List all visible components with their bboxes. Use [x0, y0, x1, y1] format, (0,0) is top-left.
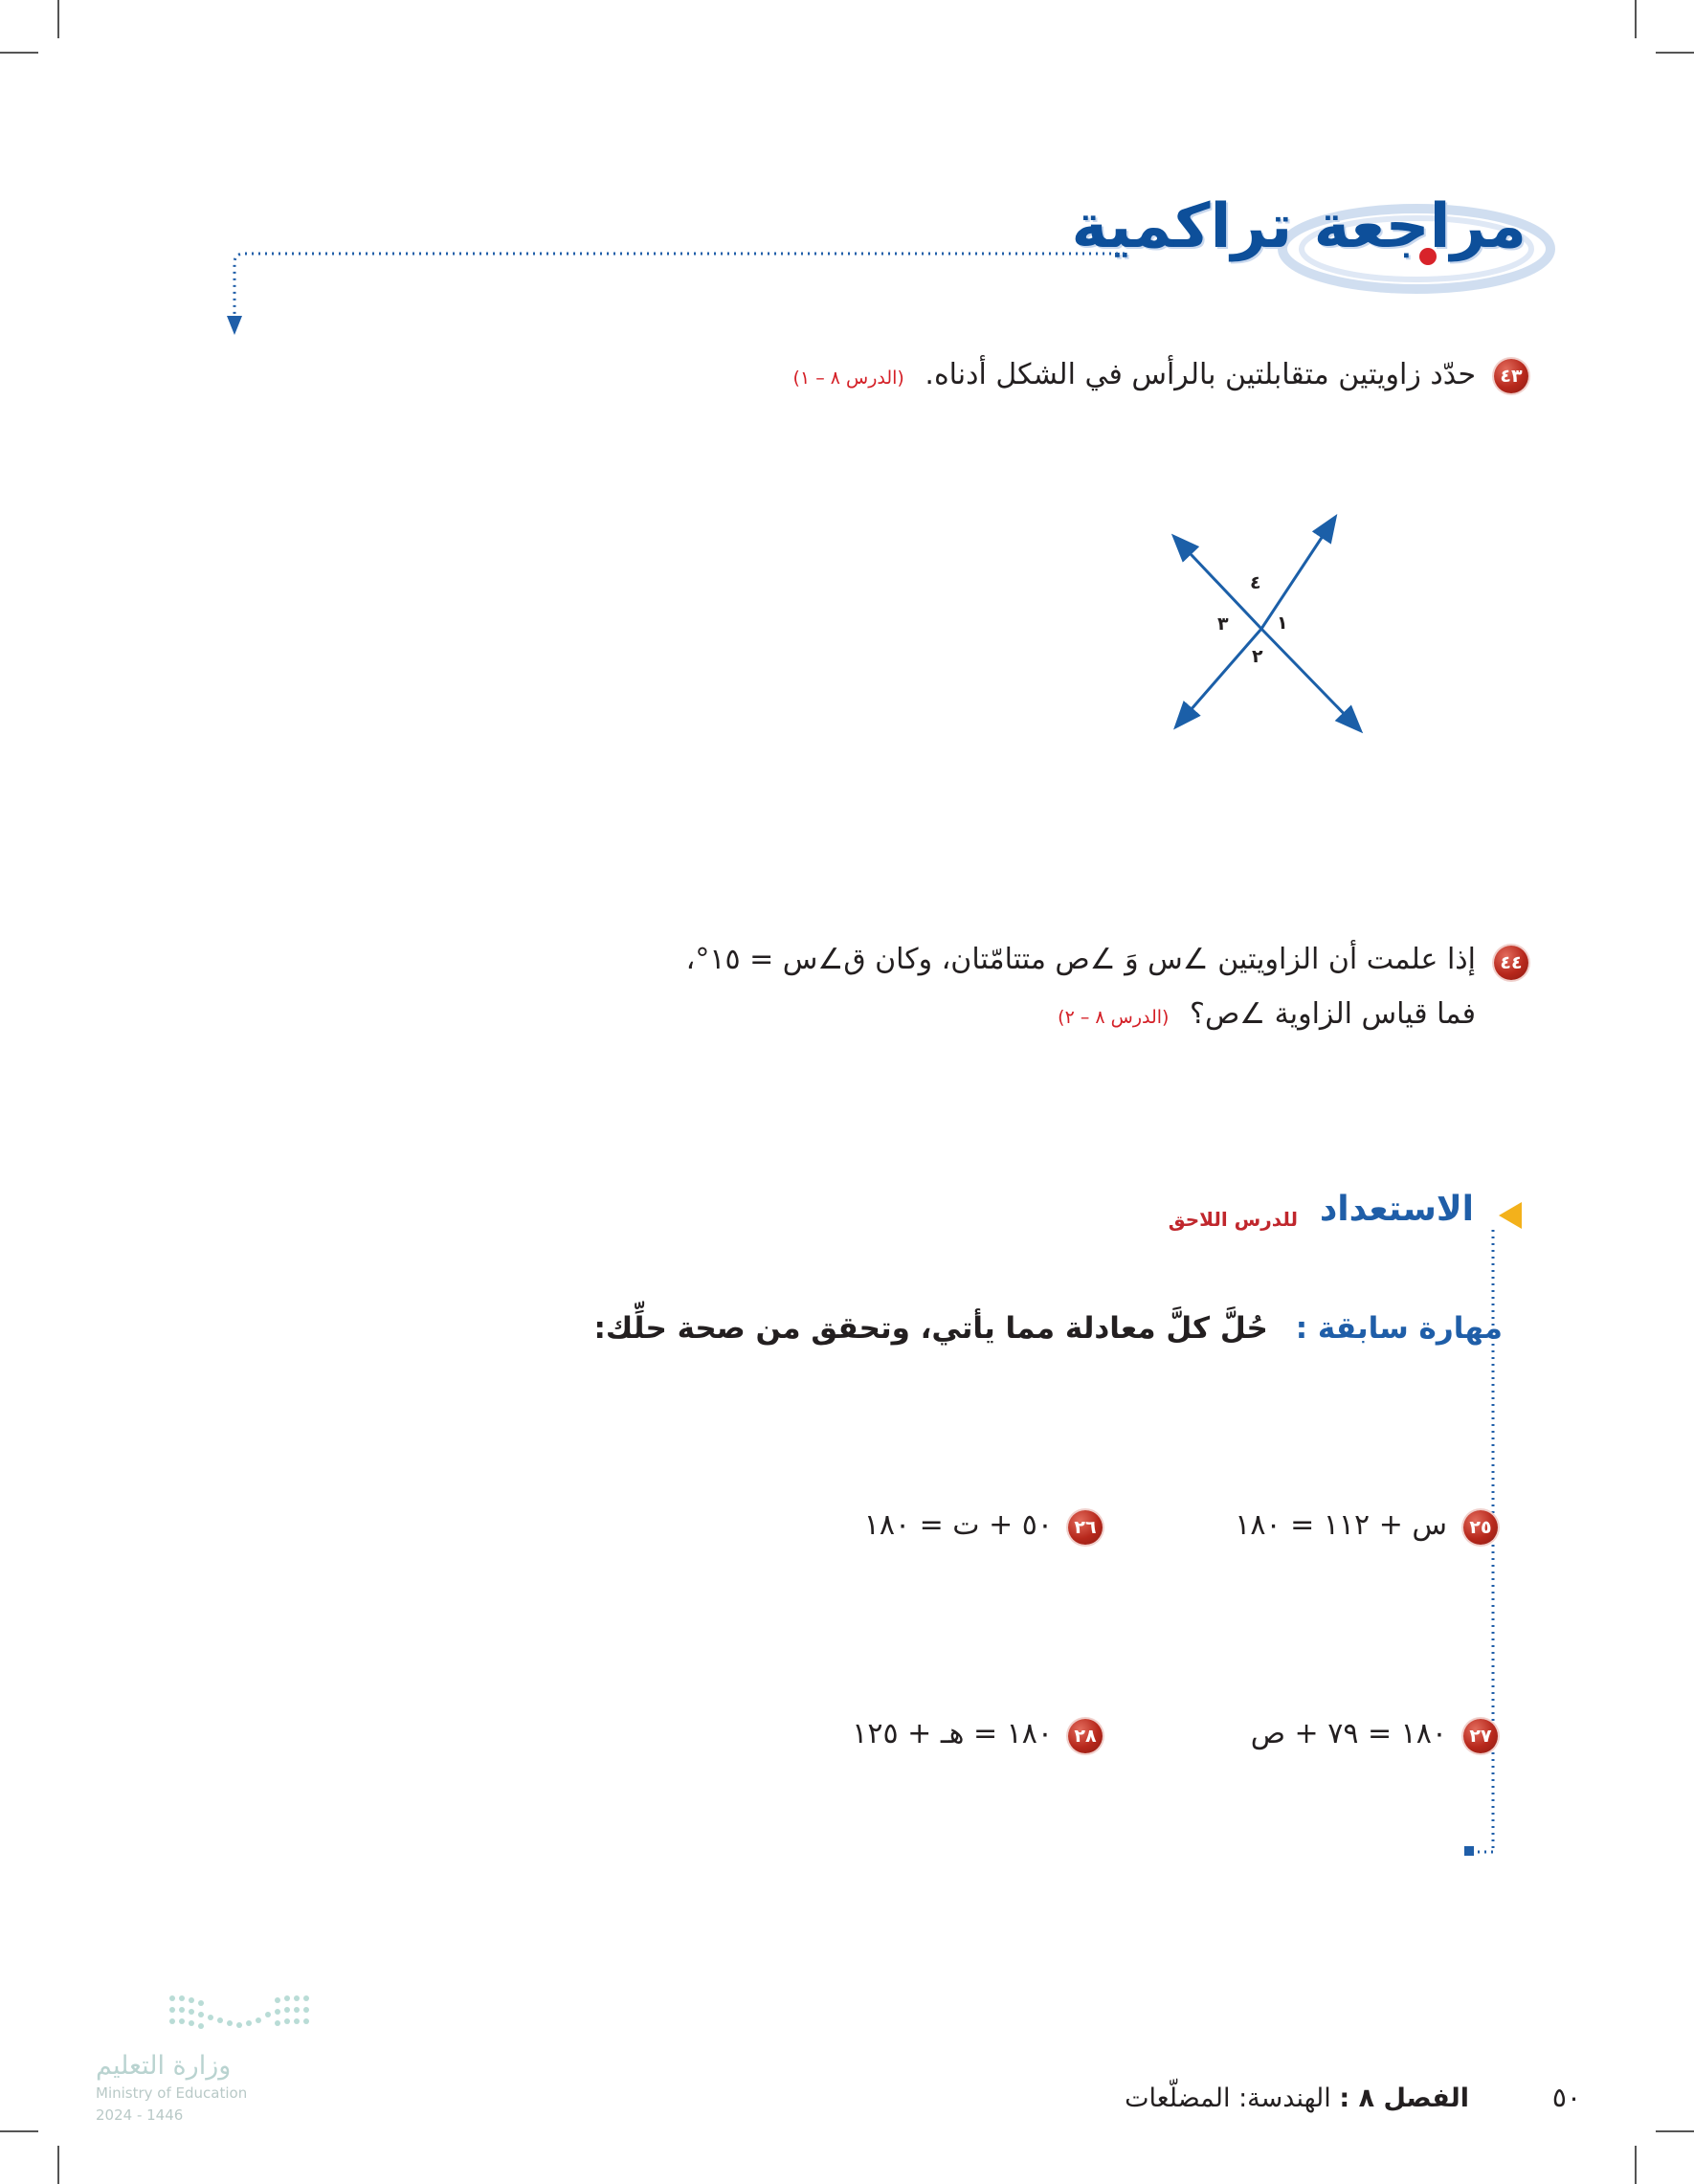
section-arrow-icon	[1499, 1202, 1522, 1229]
page-title: مراجعة تراكمية	[1071, 191, 1527, 262]
page-number: ٥٠	[1551, 2082, 1581, 2113]
crop-mark	[0, 52, 38, 54]
ministry-name-english: Ministry of Education	[96, 2084, 248, 2102]
title-dotted-arrow	[220, 244, 1129, 340]
chapter-label: الفصل ٨ :	[1339, 2084, 1469, 2113]
angle-label: ١	[1277, 613, 1288, 634]
equation: س + ١١٢ = ١٨٠	[1235, 1508, 1447, 1542]
angle-label: ٢	[1252, 646, 1263, 667]
line-b	[1261, 519, 1334, 629]
crop-mark	[57, 0, 59, 38]
question-number-badge: ٢٧	[1463, 1719, 1498, 1753]
question-44-text: فما قياس الزاوية ∠ص؟	[1190, 997, 1476, 1031]
question-number-badge: ٢٥	[1463, 1510, 1498, 1545]
line-b	[1177, 629, 1261, 725]
chapter-footer	[1125, 2084, 1469, 2113]
line-a	[1261, 629, 1359, 729]
crop-mark	[1656, 2130, 1694, 2132]
question-44-line1: إذا علمت أن الزاويتين ∠س وَ ∠ص متتامّتان، وكان ق∠س = ١٥°،	[685, 943, 1476, 976]
crop-mark	[1635, 2146, 1637, 2184]
equation: ١٨٠ = هـ + ١٢٥	[852, 1717, 1053, 1750]
equation: ٥٠ + ت = ١٨٠	[863, 1508, 1053, 1542]
chapter-title: الهندسة: المضلّعات	[1125, 2084, 1331, 2113]
intersecting-lines-figure	[1158, 507, 1378, 737]
section-title: الاستعداد	[1319, 1190, 1474, 1229]
question-number-badge: ٤٣	[1494, 359, 1528, 393]
ministry-year: 2024 - 1446	[96, 2106, 184, 2124]
crop-mark	[57, 2146, 59, 2184]
lesson-reference: (الدرس ٨ – ١)	[792, 368, 904, 389]
angle-label: ٣	[1217, 613, 1229, 635]
angle-label: ٤	[1250, 572, 1261, 593]
crop-mark	[0, 2130, 38, 2132]
question-44-line2	[1058, 997, 1476, 1031]
crop-mark	[1656, 52, 1694, 54]
skill-label: مهارة سابقة :	[1295, 1311, 1503, 1346]
section-subtitle: للدرس اللاحق	[1168, 1208, 1298, 1231]
skill-instruction	[594, 1311, 1503, 1346]
question-text	[793, 358, 1476, 391]
crop-mark	[1635, 0, 1637, 38]
lesson-reference: (الدرس ٨ – ٢)	[1058, 1007, 1170, 1028]
equation: ١٨٠ = ٧٩ + ص	[1250, 1717, 1447, 1750]
question-43-text: حدّد زاويتين متقابلتين بالرأس في الشكل أدناه.	[925, 358, 1476, 391]
question-number-badge: ٤٤	[1494, 946, 1528, 980]
ministry-name-arabic: وزارة التعليم	[96, 2051, 232, 2081]
question-number-badge: ٢٨	[1068, 1719, 1103, 1753]
question-number-badge: ٢٦	[1068, 1510, 1103, 1545]
ministry-logo-icon	[163, 1989, 316, 2041]
skill-text: حُلَّ كلَّ معادلة مما يأتي، وتحقق من صحة حلِّك:	[593, 1311, 1268, 1346]
